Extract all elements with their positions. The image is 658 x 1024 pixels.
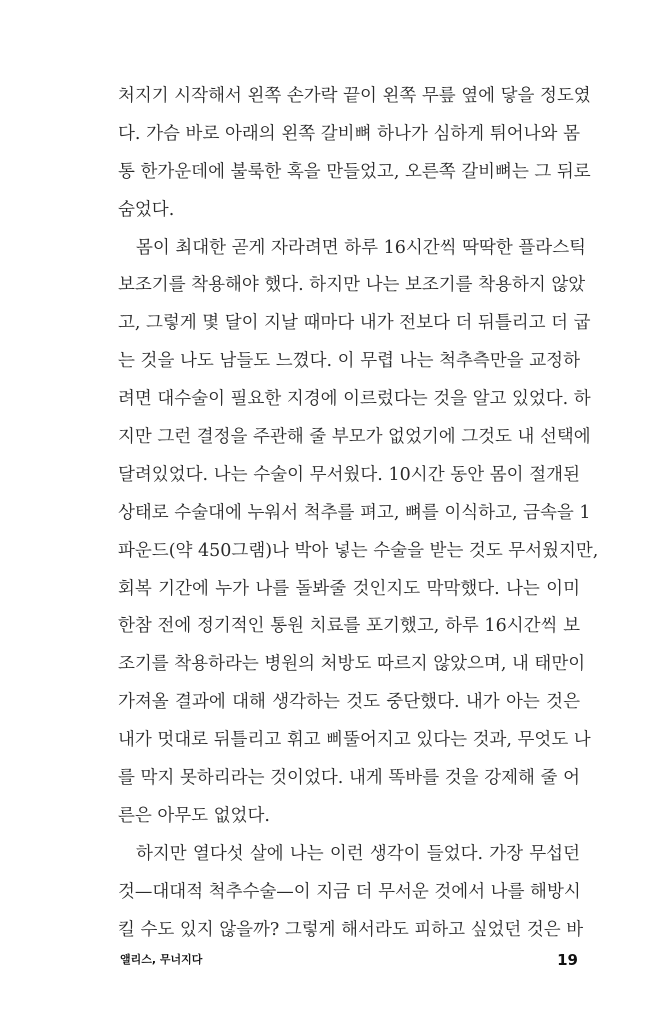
paragraph — [118, 78, 591, 230]
text-line: 를 막지 못하리라는 것이었다. 내게 똑바를 것을 강제해 줄 어 — [118, 768, 580, 789]
text-line: 상태로 수술대에 누워서 척추를 펴고, 뼈를 이식하고, 금속을 1 — [118, 502, 591, 523]
text-line: 달려있었다. 나는 수술이 무서웠다. 10시간 동안 몸이 절개된 — [118, 464, 580, 485]
text-line: 려면 대수술이 필요한 지경에 이르렀다는 것을 알고 있었다. 하 — [118, 389, 591, 410]
text-line: 하지만 열다섯 살에 나는 이런 생각이 들었다. 가장 무섭던 — [136, 843, 580, 864]
text-line: 다. 가슴 바로 아래의 왼쪽 갈비뼈 하나가 심하게 튀어나와 몸 — [118, 123, 580, 144]
text-line: 킬 수도 있지 않을까? 그렇게 해서라도 피하고 싶었던 것은 바 — [118, 919, 584, 940]
text-line: 보조기를 착용해야 했다. 하지만 나는 보조기를 착용하지 않았 — [118, 275, 586, 296]
text-line: 숨었다. — [118, 199, 175, 220]
text-line: 한참 전에 정기적인 통원 치료를 포기했고, 하루 16시간씩 보 — [118, 616, 580, 637]
page-footer — [120, 950, 578, 970]
paragraph — [118, 836, 584, 950]
text-line: 른은 아무도 없었다. — [118, 805, 270, 826]
text-line: 지만 그런 결정을 주관해 줄 부모가 없었기에 그것도 내 선택에 — [118, 427, 591, 448]
text-line: 회복 기간에 누가 나를 돌봐줄 것인지도 막막했다. 나는 이미 — [118, 578, 580, 599]
text-line: 조기를 착용하라는 병원의 처방도 따르지 않았으며, 내 태만이 — [118, 654, 586, 675]
text-line: 파운드(약 450그램)나 박아 넣는 수술을 받는 것도 무서웠지만, — [118, 540, 599, 561]
running-title: 앨리스, 무너지다 — [120, 953, 203, 966]
page-number: 19 — [557, 951, 578, 969]
text-line: 가져올 결과에 대해 생각하는 것도 중단했다. 내가 아는 것은 — [118, 692, 580, 713]
text-line: 내가 멋대로 뒤틀리고 휘고 삐뚤어지고 있다는 것과, 무엇도 나 — [118, 730, 591, 751]
text-line: 통 한가운데에 불룩한 혹을 만들었고, 오른쪽 갈비뼈는 그 뒤로 — [118, 161, 591, 182]
text-line: 는 것을 나도 남들도 느꼈다. 이 무렵 나는 척추측만을 교정하 — [118, 351, 580, 372]
paragraph — [118, 230, 599, 836]
text-line: 고, 그렇게 몇 달이 지날 때마다 내가 전보다 더 뒤틀리고 더 굽 — [118, 313, 591, 334]
text-line: 처지기 시작해서 왼쪽 손가락 끝이 왼쪽 무릎 옆에 닿을 정도였 — [118, 86, 591, 106]
text-line: 몸이 최대한 곧게 자라려면 하루 16시간씩 딱딱한 플라스틱 — [136, 237, 587, 258]
body-text — [118, 78, 599, 949]
text-line: 것—대대적 척추수술—이 지금 더 무서운 것에서 나를 해방시 — [118, 881, 581, 902]
